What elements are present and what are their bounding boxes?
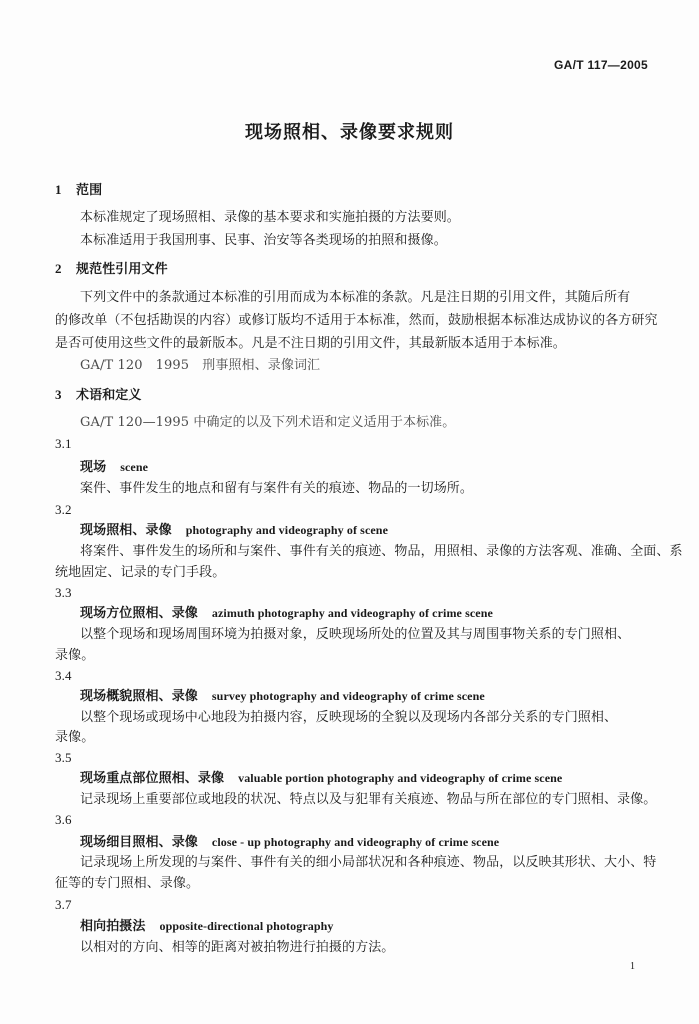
definition-line: 记录现场上重要部位或地段的状况、特点以及与犯罪有关痕迹、物品与所在部位的专门照相、录像。 bbox=[80, 792, 657, 807]
term-name-zh: 相向拍摄法 bbox=[80, 919, 146, 934]
paragraph-line: 下列文件中的条款通过本标准的引用而成为本标准的条款。凡是注日期的引用文件，其随后所有 bbox=[80, 290, 631, 305]
section-number: 3 bbox=[55, 387, 62, 402]
term-name-zh: 现场照相、录像 bbox=[80, 523, 172, 538]
paragraph-line: 本标准规定了现场照相、录像的基本要求和实施拍摄的方法要则。 bbox=[80, 210, 460, 225]
paragraph-line: 本标准适用于我国刑事、民事、治安等各类现场的拍照和摄像。 bbox=[80, 233, 447, 248]
definition-line: 将案件、事件发生的场所和与案件、事件有关的痕迹、物品，用照相、录像的方法客观、准确、全面、系 bbox=[80, 544, 683, 559]
term-number: 3.7 bbox=[55, 897, 72, 912]
term-name-en: valuable portion photography and videography of crime scene bbox=[238, 771, 563, 785]
term-number: 3.6 bbox=[55, 812, 72, 827]
section-1-heading bbox=[55, 182, 102, 199]
section-title: 术语和定义 bbox=[76, 388, 142, 403]
standard-code: GA/T 117—2005 bbox=[554, 58, 648, 72]
definition-line: 以相对的方向、相等的距离对被拍物进行拍摄的方法。 bbox=[80, 940, 395, 955]
definition-line: 录像。 bbox=[55, 648, 95, 663]
definition-line: 统地固定、记录的专门手段。 bbox=[55, 565, 226, 580]
term-name-en: opposite-directional photography bbox=[159, 919, 334, 933]
normative-reference: GA/T 120 1995 刑事照相、录像词汇 bbox=[80, 358, 321, 373]
section-title: 规范性引用文件 bbox=[76, 262, 168, 277]
definition-line: 录像。 bbox=[55, 730, 95, 745]
term-name-en: close - up photography and videography of crime scene bbox=[211, 835, 500, 849]
term-number: 3.2 bbox=[55, 502, 72, 517]
term-name-zh: 现场细目照相、录像 bbox=[80, 835, 198, 850]
section-3-heading bbox=[55, 387, 142, 404]
document-title: 现场照相、录像要求规则 bbox=[245, 122, 454, 143]
term-name-zh: 现场重点部位照相、录像 bbox=[80, 771, 225, 786]
term-number: 3.3 bbox=[55, 585, 72, 600]
section-number: 2 bbox=[55, 261, 62, 276]
term-number: 3.5 bbox=[55, 750, 72, 765]
term-name-zh: 现场方位照相、录像 bbox=[80, 606, 198, 621]
section-intro: GA/T 120—1995 中确定的以及下列术语和定义适用于本标准。 bbox=[80, 415, 456, 430]
paragraph-line: 是否可使用这些文件的最新版本。凡是不注日期的引用文件，其最新版本适用于本标准。 bbox=[55, 336, 566, 351]
section-title: 范围 bbox=[76, 183, 103, 198]
term-name-en: survey photography and videography of crime scene bbox=[211, 689, 485, 703]
definition-line: 案件、事件发生的地点和留有与案件有关的痕迹、物品的一切场所。 bbox=[80, 481, 474, 496]
term-name-zh: 现场 bbox=[80, 460, 107, 475]
term-entry bbox=[80, 688, 485, 705]
term-entry bbox=[80, 459, 148, 476]
term-number: 3.1 bbox=[55, 436, 72, 451]
term-entry bbox=[80, 770, 562, 787]
term-number: 3.4 bbox=[55, 668, 72, 683]
term-name-en: azimuth photography and videography of crime scene bbox=[211, 606, 493, 620]
term-name-en: photography and videography of scene bbox=[185, 523, 388, 537]
term-entry bbox=[80, 834, 499, 851]
term-entry bbox=[80, 605, 493, 622]
section-number: 1 bbox=[55, 182, 62, 197]
definition-line: 记录现场上所发现的与案件、事件有关的细小局部状况和各种痕迹、物品，以反映其形状、大小、特 bbox=[80, 855, 657, 870]
definition-line: 以整个现场或现场中心地段为拍摄内容，反映现场的全貌以及现场内各部分关系的专门照相、 bbox=[80, 710, 618, 725]
page-number: 1 bbox=[630, 961, 635, 972]
definition-line: 以整个现场和现场周围环境为拍摄对象，反映现场所处的位置及其与周围事物关系的专门照相、 bbox=[80, 627, 631, 642]
section-2-heading bbox=[55, 261, 168, 278]
definition-line: 征等的专门照相、录像。 bbox=[55, 876, 200, 891]
term-entry bbox=[80, 522, 388, 539]
paragraph-line: 的修改单（不包括勘误的内容）或修订版均不适用于本标准，然而，鼓励根据本标准达成协议的各方研究 bbox=[55, 313, 658, 328]
term-name-en: scene bbox=[120, 460, 149, 474]
term-name-zh: 现场概貌照相、录像 bbox=[80, 689, 198, 704]
term-entry bbox=[80, 918, 334, 935]
